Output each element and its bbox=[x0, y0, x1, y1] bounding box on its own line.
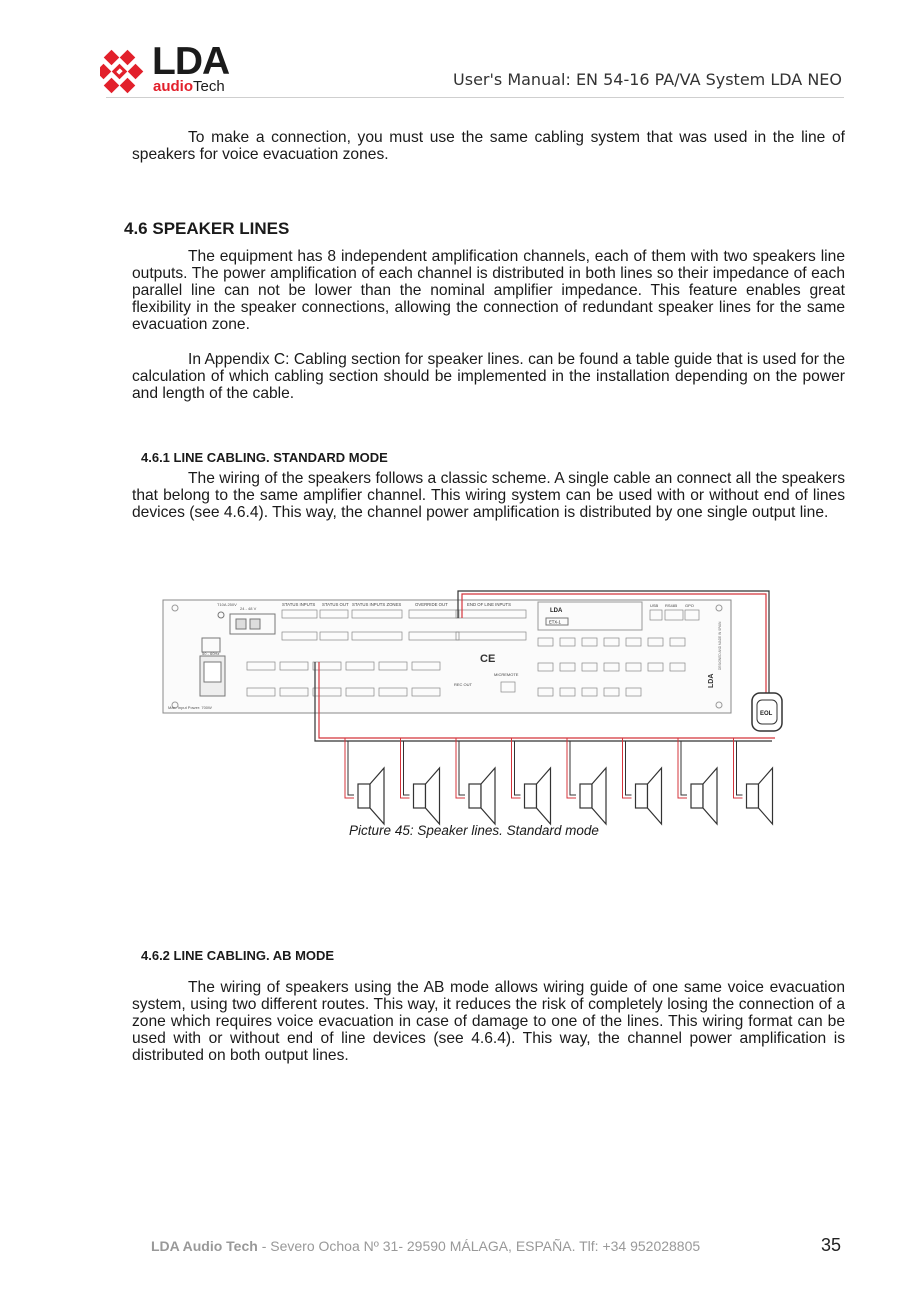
rec-out-label: REC OUT bbox=[454, 682, 472, 687]
speaker-icon bbox=[456, 738, 495, 824]
section-heading-4-6-1: 4.6.1 LINE CABLING. STANDARD MODE bbox=[141, 450, 388, 465]
speaker-icon bbox=[401, 738, 440, 824]
section-heading-4-6: 4.6 SPEAKER LINES bbox=[124, 219, 290, 238]
speaker-icon bbox=[345, 738, 384, 824]
speaker-lines-diagram bbox=[160, 588, 790, 826]
page-number: 35 bbox=[821, 1235, 842, 1255]
speaker-icon bbox=[512, 738, 551, 824]
status-inputs-label: STATUS INPUTS bbox=[282, 602, 316, 607]
max-power-label: Max. Input Power: 700W bbox=[168, 705, 212, 710]
eol-inputs-label: END OF LINE INPUTS bbox=[467, 602, 511, 607]
eol-device-icon bbox=[752, 693, 782, 731]
section-4-6-paragraph-1: The equipment has 8 independent amplification channels, each of them with two speakers line outputs. The power amplification of each channel is distributed in both lines so their impedance of each parallel line can not be lower than the nominal amplifier impedance. This feature enables great flexibility in the speaker connections, allowing the connection of redundant speaker lines for the same evacuation zone. bbox=[132, 248, 845, 333]
rs485-label: RS485 bbox=[665, 603, 678, 608]
speaker-icon bbox=[623, 738, 662, 824]
manual-title: User's Manual: EN 54-16 PA/VA System LDA NEO bbox=[453, 70, 842, 89]
speaker-icon bbox=[678, 738, 717, 824]
logo-subtitle: audioTech bbox=[153, 78, 225, 95]
logo-wordmark: LDA bbox=[152, 40, 230, 83]
header-divider bbox=[106, 97, 844, 98]
section-heading-4-6-2: 4.6.2 LINE CABLING. AB MODE bbox=[141, 948, 335, 963]
intro-paragraph: To make a connection, you must use the same cabling system that was used in the line of speakers for voice evacuation zones. bbox=[132, 129, 845, 163]
speaker-icon bbox=[734, 738, 773, 824]
voltage-label: 24 - 48 V bbox=[240, 606, 257, 611]
device-side-label: DESIGNED AND MADE IN SPAIN bbox=[718, 621, 722, 670]
page-footer: LDA Audio Tech - Severo Ochoa Nº 31- 29590 MÁLAGA, ESPAÑA. Tlf: +34 952028805 bbox=[151, 1238, 701, 1254]
micremote-label: MICREMOTE bbox=[494, 672, 519, 677]
mains-label: 50 - 60Hz bbox=[202, 651, 220, 656]
eol-label: EOL bbox=[760, 711, 773, 717]
override-out-label: OVERRIDE OUT bbox=[415, 602, 448, 607]
usb-label: USB bbox=[650, 603, 659, 608]
section-4-6-2-paragraph: The wiring of speakers using the AB mode allows wiring guide of one same voice evacuation system, using two different routes. This way, it reduces the risk of completely losing the connection of a zone which requires voice evacuation in case of damage to one of the lines. This wiring format can be used with or without end of line devices (see 4.6.4). This way, the channel power amplification is distributed on both output lines. bbox=[132, 979, 845, 1064]
figure-caption: Picture 45: Speaker lines. Standard mode bbox=[349, 823, 599, 838]
ce-mark-icon: CE bbox=[480, 653, 496, 665]
fuse-label: T10A 250V bbox=[217, 602, 237, 607]
status-zones-label: STATUS INPUTS ZONES bbox=[352, 602, 402, 607]
gpo-label: GPO bbox=[685, 603, 694, 608]
status-out-label: STATUS OUT bbox=[322, 602, 349, 607]
company-logo bbox=[100, 40, 250, 100]
device-model-label: ETX-1 bbox=[549, 619, 561, 625]
device-side-logo: LDA bbox=[708, 673, 715, 688]
device-brand-label: LDA bbox=[550, 608, 563, 614]
logo-diamonds-icon bbox=[100, 46, 152, 100]
section-4-6-1-paragraph: The wiring of the speakers follows a classic scheme. A single cable an connect all the speakers that belong to the same amplifier channel. This wiring system can be used with or without end of lines devices (see 4.6.4). This way, the channel power amplification is distributed by one single output line. bbox=[132, 470, 845, 521]
speaker-icon bbox=[567, 738, 606, 824]
section-4-6-paragraph-2: In Appendix C: Cabling section for speaker lines. can be found a table guide that is used for the calculation of which cabling section should be implemented in the installation depending on the power and length of the cable. bbox=[132, 351, 845, 402]
